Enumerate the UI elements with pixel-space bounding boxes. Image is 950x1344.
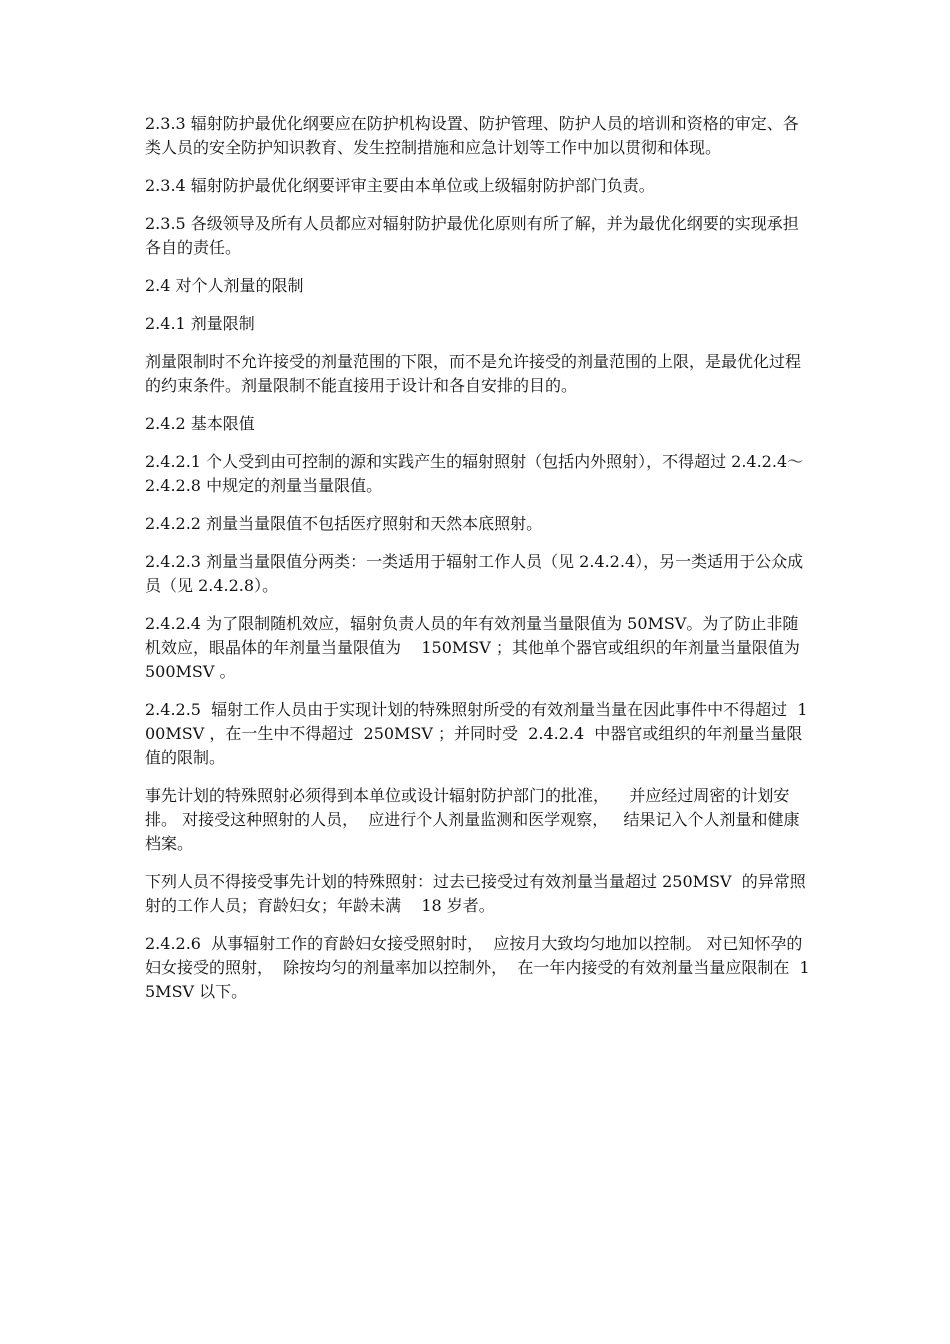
paragraph-2-4-2-5: 2.4.2.5 辐射工作人员由于实现计划的特殊照射所受的有效剂量当量在因此事件中不得超过 100MSV ，在一生中不得超过 250MSV ；并同时受 2.4.2.4 中器官或组织的年剂量当量限值的限制。 <box>145 700 808 767</box>
paragraph-dose-limit: 剂量限制时不允许接受的剂量范围的下限，而不是允许接受的剂量范围的上限，是最优化过程的约束条件。剂量限制不能直接用于设计和各自安排的目的。 <box>145 352 802 395</box>
paragraph-special-exposure: 事先计划的特殊照射必须得到本单位或设计辐射防护部门的批准， 并应经过周密的计划安排。 对接受这种照射的人员， 应进行个人剂量监测和医学观察， 结果记入个人剂量和健康档案。 <box>145 786 800 853</box>
document-page <box>145 112 810 1018</box>
section-heading-2-4-1: 2.4.1 剂量限制 <box>145 314 255 333</box>
paragraph-excluded-persons: 下列人员不得接受事先计划的特殊照射：过去已接受过有效剂量当量超过 250MSV 的异常照射的工作人员；育龄妇女；年龄未满 18 岁者。 <box>145 872 806 915</box>
paragraph-2-4-2-2: 2.4.2.2 剂量当量限值不包括医疗照射和天然本底照射。 <box>145 514 543 533</box>
paragraph-2-3-4: 2.3.4 辐射防护最优化纲要评审主要由本单位或上级辐射防护部门负责。 <box>145 176 655 195</box>
paragraph-2-4-2-1: 2.4.2.1 个人受到由可控制的源和实践产生的辐射照射（包括内外照射），不得超过 2.4.2.4～2.4.2.8 中规定的剂量当量限值。 <box>145 452 804 495</box>
section-heading-2-4: 2.4 对个人剂量的限制 <box>145 276 304 295</box>
section-heading-2-4-2: 2.4.2 基本限值 <box>145 414 255 433</box>
paragraph-2-4-2-4: 2.4.2.4 为了限制随机效应，辐射负责人员的年有效剂量当量限值为 50MSV。为了防止非随机效应，眼晶体的年剂量当量限值为 150MSV ；其他单个器官或组织的年剂量当量限值为 500MSV 。 <box>145 614 811 681</box>
paragraph-2-4-2-6: 2.4.2.6 从事辐射工作的育龄妇女接受照射时， 应按月大致均匀地加以控制。 对已知怀孕的妇女接受的照射， 除按均匀的剂量率加以控制外， 在一年内接受的有效剂量当量应限制在 15MSV 以下。 <box>145 934 810 1001</box>
paragraph-2-3-3: 2.3.3 辐射防护最优化纲要应在防护机构设置、防护管理、防护人员的培训和资格的审定、各类人员的安全防护知识教育、发生控制措施和应急计划等工作中加以贯彻和体现。 <box>145 114 799 157</box>
paragraph-2-3-5: 2.3.5 各级领导及所有人员都应对辐射防护最优化原则有所了解，并为最优化纲要的实现承担各自的责任。 <box>145 214 799 257</box>
paragraph-2-4-2-3: 2.4.2.3 剂量当量限值分两类：一类适用于辐射工作人员（见 2.4.2.4），另一类适用于公众成员（见 2.4.2.8）。 <box>145 552 804 595</box>
